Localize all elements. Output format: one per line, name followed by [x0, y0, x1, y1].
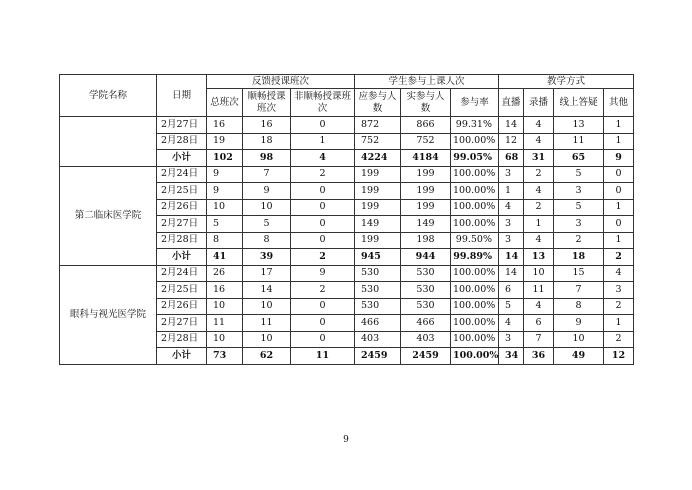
header-feedback-group: 反馈授课班次 — [207, 75, 355, 89]
cell-total: 19 — [207, 133, 243, 150]
cell-non-smooth: 9 — [291, 265, 355, 282]
cell-live: 3 — [499, 331, 524, 348]
cell-actual: 530 — [401, 298, 451, 315]
cell-other: 1 — [604, 232, 634, 249]
cell-date: 2月25日 — [157, 282, 207, 299]
cell-smooth: 14 — [243, 282, 291, 299]
cell-actual: 530 — [401, 265, 451, 282]
cell-live: 14 — [499, 117, 524, 134]
subtotal-other: 12 — [604, 348, 634, 365]
subtotal-total: 102 — [207, 150, 243, 167]
cell-online-qa: 10 — [554, 331, 604, 348]
cell-total: 16 — [207, 117, 243, 134]
cell-smooth: 16 — [243, 117, 291, 134]
cell-other: 0 — [604, 183, 634, 200]
cell-rate: 100.00% — [451, 199, 499, 216]
cell-total: 26 — [207, 265, 243, 282]
cell-actual: 199 — [401, 166, 451, 183]
table-row — [60, 117, 634, 134]
cell-rate: 100.00% — [451, 298, 499, 315]
header-smooth-classes: 顺畅授课班次 — [243, 89, 291, 117]
cell-actual: 403 — [401, 331, 451, 348]
cell-rate: 100.00% — [451, 166, 499, 183]
subtotal-smooth: 39 — [243, 249, 291, 266]
cell-rate: 99.31% — [451, 117, 499, 134]
cell-rate: 100.00% — [451, 133, 499, 150]
cell-college — [60, 117, 157, 167]
teaching-stats-table — [59, 74, 634, 365]
cell-recorded: 4 — [524, 117, 554, 134]
cell-date: 2月28日 — [157, 133, 207, 150]
cell-online-qa: 8 — [554, 298, 604, 315]
subtotal-actual: 4184 — [401, 150, 451, 167]
cell-non-smooth: 1 — [291, 133, 355, 150]
cell-total: 5 — [207, 216, 243, 233]
cell-actual: 866 — [401, 117, 451, 134]
cell-live: 1 — [499, 183, 524, 200]
table-row — [60, 265, 634, 282]
header-online-qa: 线上答疑 — [554, 89, 604, 117]
header-date: 日期 — [157, 75, 207, 117]
cell-recorded: 10 — [524, 265, 554, 282]
cell-live: 3 — [499, 216, 524, 233]
subtotal-total: 73 — [207, 348, 243, 365]
cell-recorded: 4 — [524, 232, 554, 249]
cell-actual: 198 — [401, 232, 451, 249]
cell-live: 4 — [499, 199, 524, 216]
cell-actual: 466 — [401, 315, 451, 332]
cell-other: 1 — [604, 117, 634, 134]
cell-smooth: 11 — [243, 315, 291, 332]
cell-actual: 149 — [401, 216, 451, 233]
cell-college: 第二临床医学院 — [60, 166, 157, 265]
subtotal-rate: 99.89% — [451, 249, 499, 266]
cell-rate: 100.00% — [451, 282, 499, 299]
cell-date: 2月28日 — [157, 232, 207, 249]
cell-actual: 199 — [401, 183, 451, 200]
subtotal-actual: 2459 — [401, 348, 451, 365]
header-college: 学院名称 — [60, 75, 157, 117]
cell-recorded: 2 — [524, 199, 554, 216]
cell-rate: 99.50% — [451, 232, 499, 249]
cell-expected: 199 — [355, 183, 401, 200]
cell-other: 2 — [604, 298, 634, 315]
cell-online-qa: 3 — [554, 216, 604, 233]
header-rate: 参与率 — [451, 89, 499, 117]
cell-online-qa: 5 — [554, 199, 604, 216]
cell-live: 3 — [499, 166, 524, 183]
header-method-group: 教学方式 — [499, 75, 634, 89]
cell-total: 8 — [207, 232, 243, 249]
subtotal-label: 小计 — [157, 249, 207, 266]
cell-live: 12 — [499, 133, 524, 150]
cell-other: 0 — [604, 166, 634, 183]
subtotal-other: 9 — [604, 150, 634, 167]
cell-date: 2月24日 — [157, 265, 207, 282]
cell-non-smooth: 0 — [291, 183, 355, 200]
cell-expected: 199 — [355, 232, 401, 249]
cell-other: 0 — [604, 216, 634, 233]
subtotal-live: 68 — [499, 150, 524, 167]
header-actual: 实参与人数 — [401, 89, 451, 117]
subtotal-non-smooth: 2 — [291, 249, 355, 266]
cell-expected: 530 — [355, 282, 401, 299]
cell-total: 9 — [207, 183, 243, 200]
cell-online-qa: 9 — [554, 315, 604, 332]
subtotal-expected: 2459 — [355, 348, 401, 365]
subtotal-recorded: 36 — [524, 348, 554, 365]
subtotal-recorded: 13 — [524, 249, 554, 266]
cell-other: 2 — [604, 331, 634, 348]
subtotal-actual: 944 — [401, 249, 451, 266]
header-expected: 应参与人数 — [355, 89, 401, 117]
cell-expected: 466 — [355, 315, 401, 332]
header-total-classes: 总班次 — [207, 89, 243, 117]
cell-date: 2月25日 — [157, 183, 207, 200]
cell-smooth: 10 — [243, 298, 291, 315]
cell-recorded: 4 — [524, 133, 554, 150]
header-other: 其他 — [604, 89, 634, 117]
cell-expected: 872 — [355, 117, 401, 134]
cell-smooth: 9 — [243, 183, 291, 200]
subtotal-rate: 99.05% — [451, 150, 499, 167]
cell-smooth: 10 — [243, 331, 291, 348]
cell-recorded: 2 — [524, 166, 554, 183]
cell-live: 3 — [499, 232, 524, 249]
cell-total: 10 — [207, 199, 243, 216]
subtotal-online-qa: 18 — [554, 249, 604, 266]
cell-non-smooth: 0 — [291, 298, 355, 315]
cell-date: 2月27日 — [157, 216, 207, 233]
subtotal-smooth: 98 — [243, 150, 291, 167]
cell-date: 2月24日 — [157, 166, 207, 183]
subtotal-label: 小计 — [157, 348, 207, 365]
table-row — [60, 166, 634, 183]
cell-live: 4 — [499, 315, 524, 332]
subtotal-live: 34 — [499, 348, 524, 365]
cell-recorded: 7 — [524, 331, 554, 348]
cell-non-smooth: 0 — [291, 331, 355, 348]
subtotal-total: 41 — [207, 249, 243, 266]
cell-expected: 530 — [355, 265, 401, 282]
cell-online-qa: 11 — [554, 133, 604, 150]
header-participation-group: 学生参与上课人次 — [355, 75, 499, 89]
cell-smooth: 5 — [243, 216, 291, 233]
cell-date: 2月26日 — [157, 199, 207, 216]
cell-date: 2月28日 — [157, 331, 207, 348]
cell-rate: 100.00% — [451, 331, 499, 348]
cell-online-qa: 2 — [554, 232, 604, 249]
subtotal-online-qa: 65 — [554, 150, 604, 167]
cell-non-smooth: 0 — [291, 199, 355, 216]
cell-online-qa: 13 — [554, 117, 604, 134]
cell-expected: 149 — [355, 216, 401, 233]
cell-rate: 100.00% — [451, 216, 499, 233]
cell-actual: 530 — [401, 282, 451, 299]
cell-recorded: 11 — [524, 282, 554, 299]
cell-total: 11 — [207, 315, 243, 332]
cell-expected: 199 — [355, 166, 401, 183]
cell-smooth: 17 — [243, 265, 291, 282]
cell-rate: 100.00% — [451, 183, 499, 200]
cell-other: 1 — [604, 315, 634, 332]
subtotal-other: 2 — [604, 249, 634, 266]
cell-non-smooth: 2 — [291, 166, 355, 183]
header-row-1 — [60, 75, 634, 89]
cell-rate: 100.00% — [451, 315, 499, 332]
subtotal-non-smooth: 4 — [291, 150, 355, 167]
subtotal-live: 14 — [499, 249, 524, 266]
header-recorded: 录播 — [524, 89, 554, 117]
page-number: 9 — [343, 435, 349, 445]
cell-expected: 199 — [355, 199, 401, 216]
cell-other: 3 — [604, 282, 634, 299]
cell-non-smooth: 0 — [291, 216, 355, 233]
cell-date: 2月27日 — [157, 117, 207, 134]
cell-expected: 530 — [355, 298, 401, 315]
subtotal-expected: 945 — [355, 249, 401, 266]
cell-expected: 752 — [355, 133, 401, 150]
cell-date: 2月26日 — [157, 298, 207, 315]
cell-college: 眼科与视光医学院 — [60, 265, 157, 364]
cell-smooth: 7 — [243, 166, 291, 183]
subtotal-rate: 100.00% — [451, 348, 499, 365]
cell-actual: 199 — [401, 199, 451, 216]
cell-recorded: 4 — [524, 298, 554, 315]
cell-live: 6 — [499, 282, 524, 299]
subtotal-non-smooth: 11 — [291, 348, 355, 365]
cell-total: 9 — [207, 166, 243, 183]
cell-rate: 100.00% — [451, 265, 499, 282]
subtotal-expected: 4224 — [355, 150, 401, 167]
subtotal-label: 小计 — [157, 150, 207, 167]
cell-other: 1 — [604, 133, 634, 150]
subtotal-smooth: 62 — [243, 348, 291, 365]
cell-online-qa: 3 — [554, 183, 604, 200]
cell-recorded: 6 — [524, 315, 554, 332]
cell-online-qa: 7 — [554, 282, 604, 299]
cell-online-qa: 5 — [554, 166, 604, 183]
cell-total: 10 — [207, 298, 243, 315]
header-non-smooth-classes: 非顺畅授课班次 — [291, 89, 355, 117]
cell-smooth: 18 — [243, 133, 291, 150]
cell-actual: 752 — [401, 133, 451, 150]
cell-non-smooth: 0 — [291, 117, 355, 134]
cell-smooth: 10 — [243, 199, 291, 216]
cell-recorded: 4 — [524, 183, 554, 200]
cell-recorded: 1 — [524, 216, 554, 233]
cell-live: 14 — [499, 265, 524, 282]
cell-live: 5 — [499, 298, 524, 315]
cell-total: 10 — [207, 331, 243, 348]
cell-smooth: 8 — [243, 232, 291, 249]
cell-expected: 403 — [355, 331, 401, 348]
cell-date: 2月27日 — [157, 315, 207, 332]
header-live: 直播 — [499, 89, 524, 117]
cell-non-smooth: 2 — [291, 282, 355, 299]
cell-total: 16 — [207, 282, 243, 299]
cell-non-smooth: 0 — [291, 315, 355, 332]
cell-other: 4 — [604, 265, 634, 282]
subtotal-online-qa: 49 — [554, 348, 604, 365]
cell-online-qa: 15 — [554, 265, 604, 282]
cell-non-smooth: 0 — [291, 232, 355, 249]
subtotal-recorded: 31 — [524, 150, 554, 167]
cell-other: 1 — [604, 199, 634, 216]
